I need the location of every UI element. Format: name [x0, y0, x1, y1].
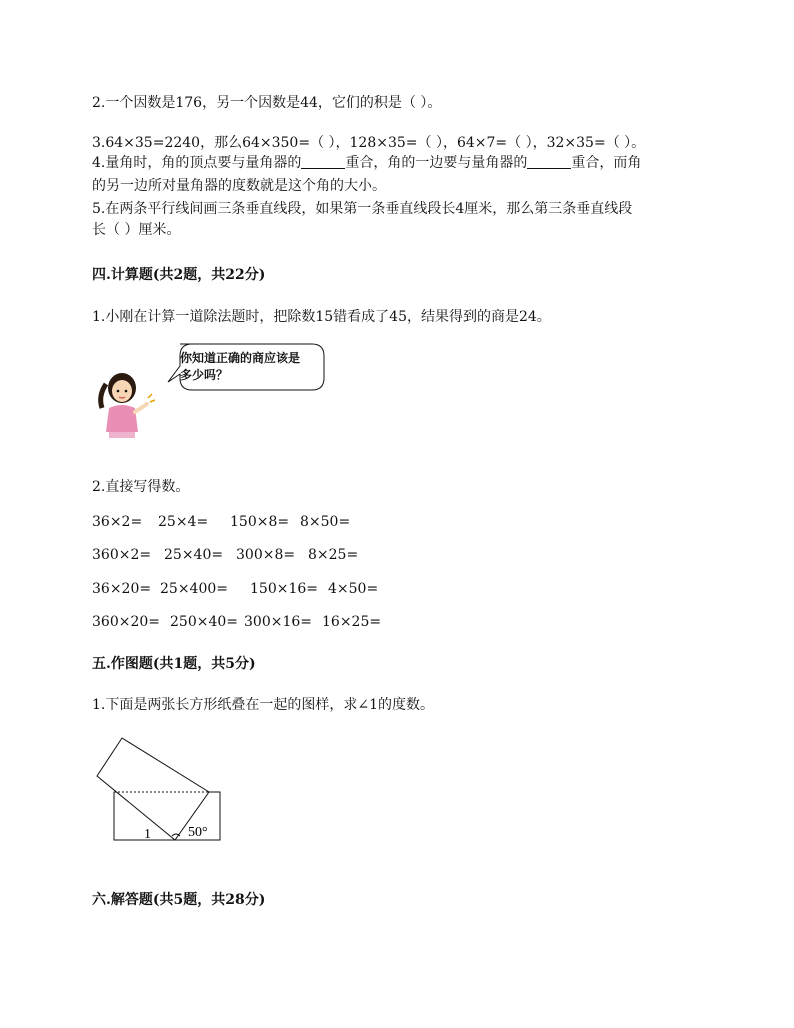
calc-item: 150×8= [230, 514, 290, 530]
calc-item: 300×16= [244, 614, 312, 630]
calc-item: 16×25= [322, 614, 382, 630]
degree-label: 50° [188, 825, 208, 840]
calc-item: 25×40= [164, 547, 224, 563]
calc-row [92, 547, 358, 563]
bubble-line-2: 多少吗？ [180, 368, 229, 382]
calc-item: 300×8= [236, 547, 296, 563]
calc-item: 360×20= [92, 614, 160, 630]
calc-item: 8×25= [308, 547, 359, 563]
q4-part-1: 4.量角时，角的顶点要与量角器的 [92, 155, 302, 171]
calc-item: 360×2= [92, 547, 152, 563]
question-5-line-1: 5.在两条平行线间画三条垂直线段，如果第一条垂直线段长4厘米，那么第三条垂直线段 [92, 201, 633, 217]
question-2: 2.一个因数是176，另一个因数是44，它们的积是（ ）。 [92, 95, 442, 111]
question-5-line-2: 长（ ）厘米。 [92, 222, 181, 238]
section-5-header: 五.作图题(共1题，共5分) [92, 656, 256, 672]
calc-item: 250×40= [170, 614, 238, 630]
overlapping-rectangles-figure [92, 730, 232, 845]
section-5-question-1: 1.下面是两张长方形纸叠在一起的图样，求∠1的度数。 [92, 697, 434, 713]
calc-item: 4×50= [328, 581, 379, 597]
blank-line [301, 154, 345, 169]
girl-illustration [92, 360, 162, 445]
question-3: 3.64×35=2240，那么64×350=（ ），128×35=（ ），64×7=（ ），32×35=（ ）。 [92, 135, 646, 151]
question-4-line-2: 的另一边所对量角器的度数就是这个角的大小。 [92, 178, 386, 194]
calc-row [92, 514, 350, 530]
angle-label: 1 [144, 827, 151, 842]
calc-item: 8×50= [300, 514, 351, 530]
calc-item: 25×400= [160, 581, 228, 597]
blank-line [527, 154, 571, 169]
section-6-header: 六.解答题(共5题，共28分) [92, 892, 266, 908]
calc-item: 36×2= [92, 514, 143, 530]
section-4-header: 四.计算题(共2题，共22分) [92, 267, 266, 283]
section-4-question-1: 1.小刚在计算一道除法题时，把除数15错看成了45，结果得到的商是24。 [92, 309, 551, 325]
q4-part-2: 重合，角的一边要与量角器的 [345, 155, 528, 171]
calc-item: 36×20= [92, 581, 152, 597]
calc-item: 25×4= [158, 514, 209, 530]
question-4-line-1 [92, 154, 641, 172]
calc-row [92, 614, 381, 630]
bubble-line-1: 你知道正确的商应该是 [180, 351, 301, 365]
bubble-text [180, 350, 330, 384]
calc-item: 150×16= [250, 581, 318, 597]
q4-part-3: 重合，而角 [571, 155, 642, 171]
calc-row [92, 581, 378, 597]
section-4-question-2: 2.直接写得数。 [92, 479, 190, 495]
